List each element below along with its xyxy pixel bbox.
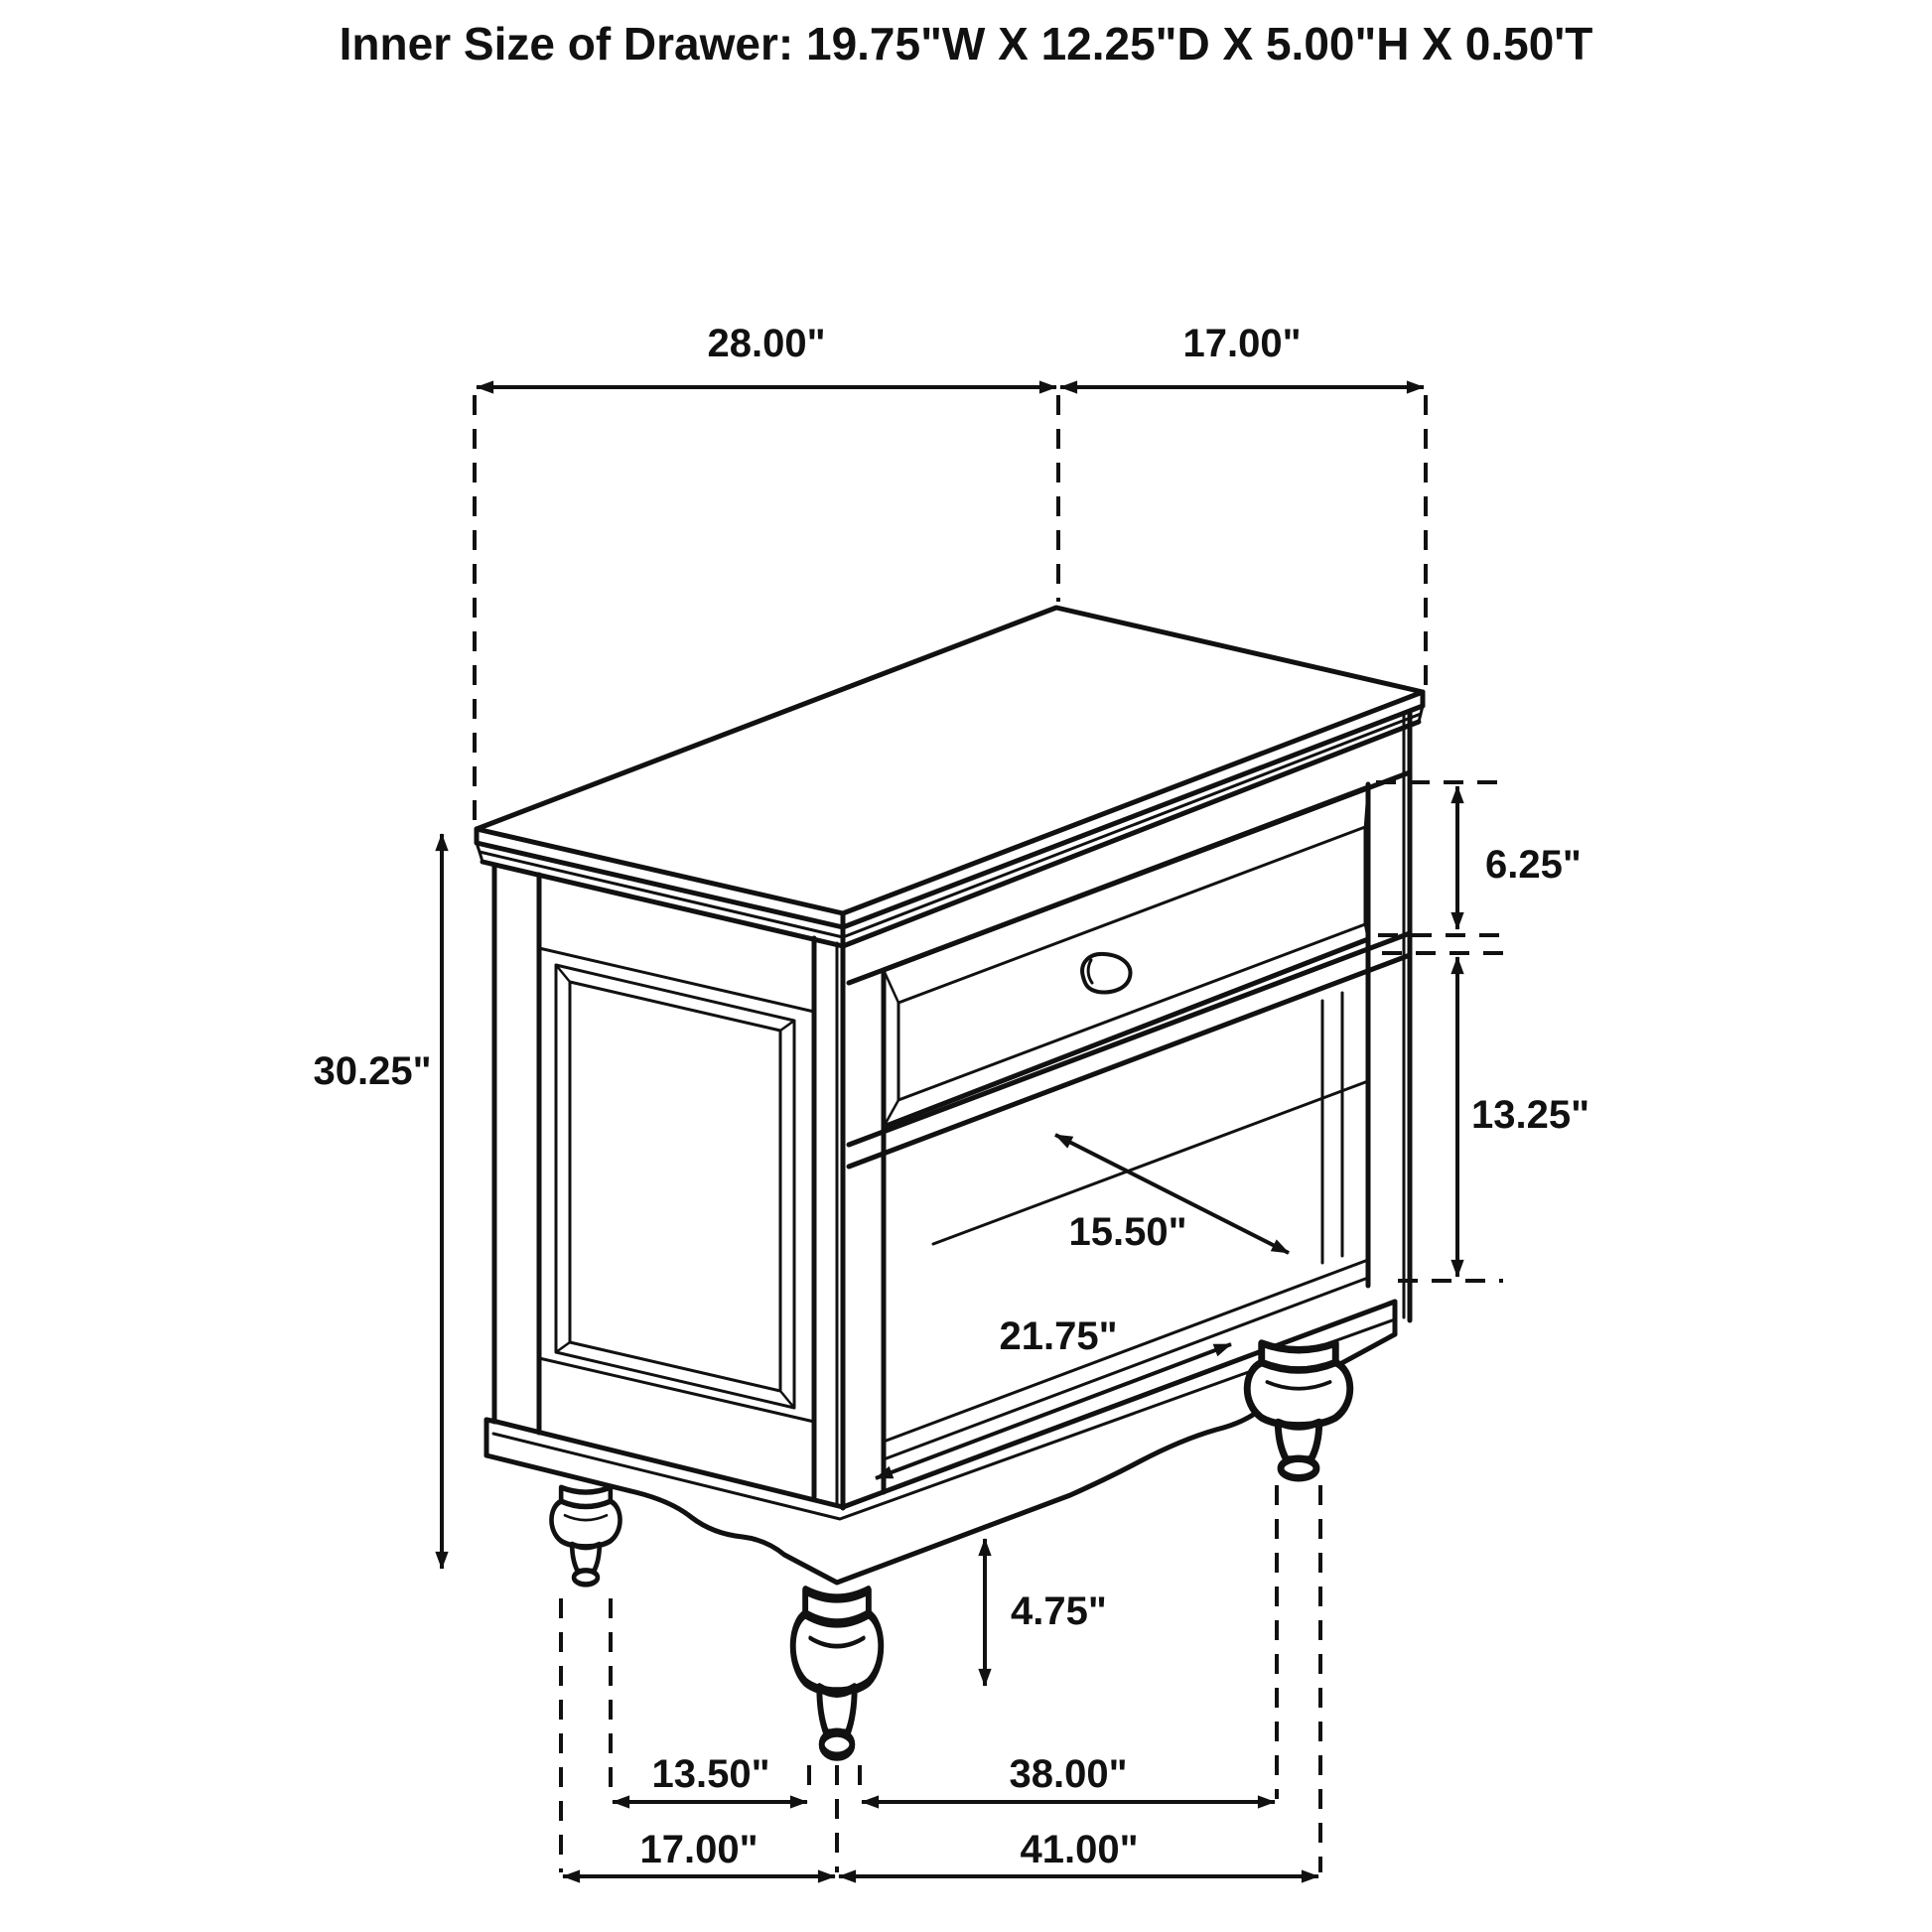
dim-shelf-height-label: 13.25" [1471, 1093, 1590, 1137]
page-title: Inner Size of Drawer: 19.75"W X 12.25"D X 5.00"H X 0.50'T [339, 18, 1593, 69]
dim-front-leg-spacing-label: 38.00" [1009, 1752, 1128, 1796]
dim-front-leg-span-label: 41.00" [1020, 1828, 1139, 1871]
extension-lines [475, 395, 1503, 1872]
drawer-handle [1082, 954, 1130, 992]
front-foot [793, 1590, 882, 1756]
left-foot [551, 1487, 620, 1585]
dim-foot-height-label: 4.75" [1011, 1589, 1107, 1633]
right-foot [1247, 1343, 1350, 1478]
dim-side-leg-span-label: 17.00" [639, 1828, 759, 1871]
tabletop [477, 608, 1423, 946]
dim-top-depth-label: 17.00" [1182, 322, 1302, 365]
dim-side-leg-spacing-label: 13.50" [651, 1752, 770, 1796]
arrow-lines [442, 387, 1457, 1876]
dim-top-width-label: 28.00" [707, 322, 826, 365]
dim-drawer-height-label: 6.25" [1485, 843, 1582, 887]
nightstand-drawing [477, 608, 1423, 1756]
dim-overall-height-label: 30.25" [313, 1049, 432, 1093]
dim-shelf-width-label: 21.75" [999, 1314, 1118, 1358]
dimension-lines [442, 387, 1503, 1876]
side-panel [494, 865, 843, 1508]
dim-shelf-depth-label: 15.50" [1068, 1210, 1187, 1254]
